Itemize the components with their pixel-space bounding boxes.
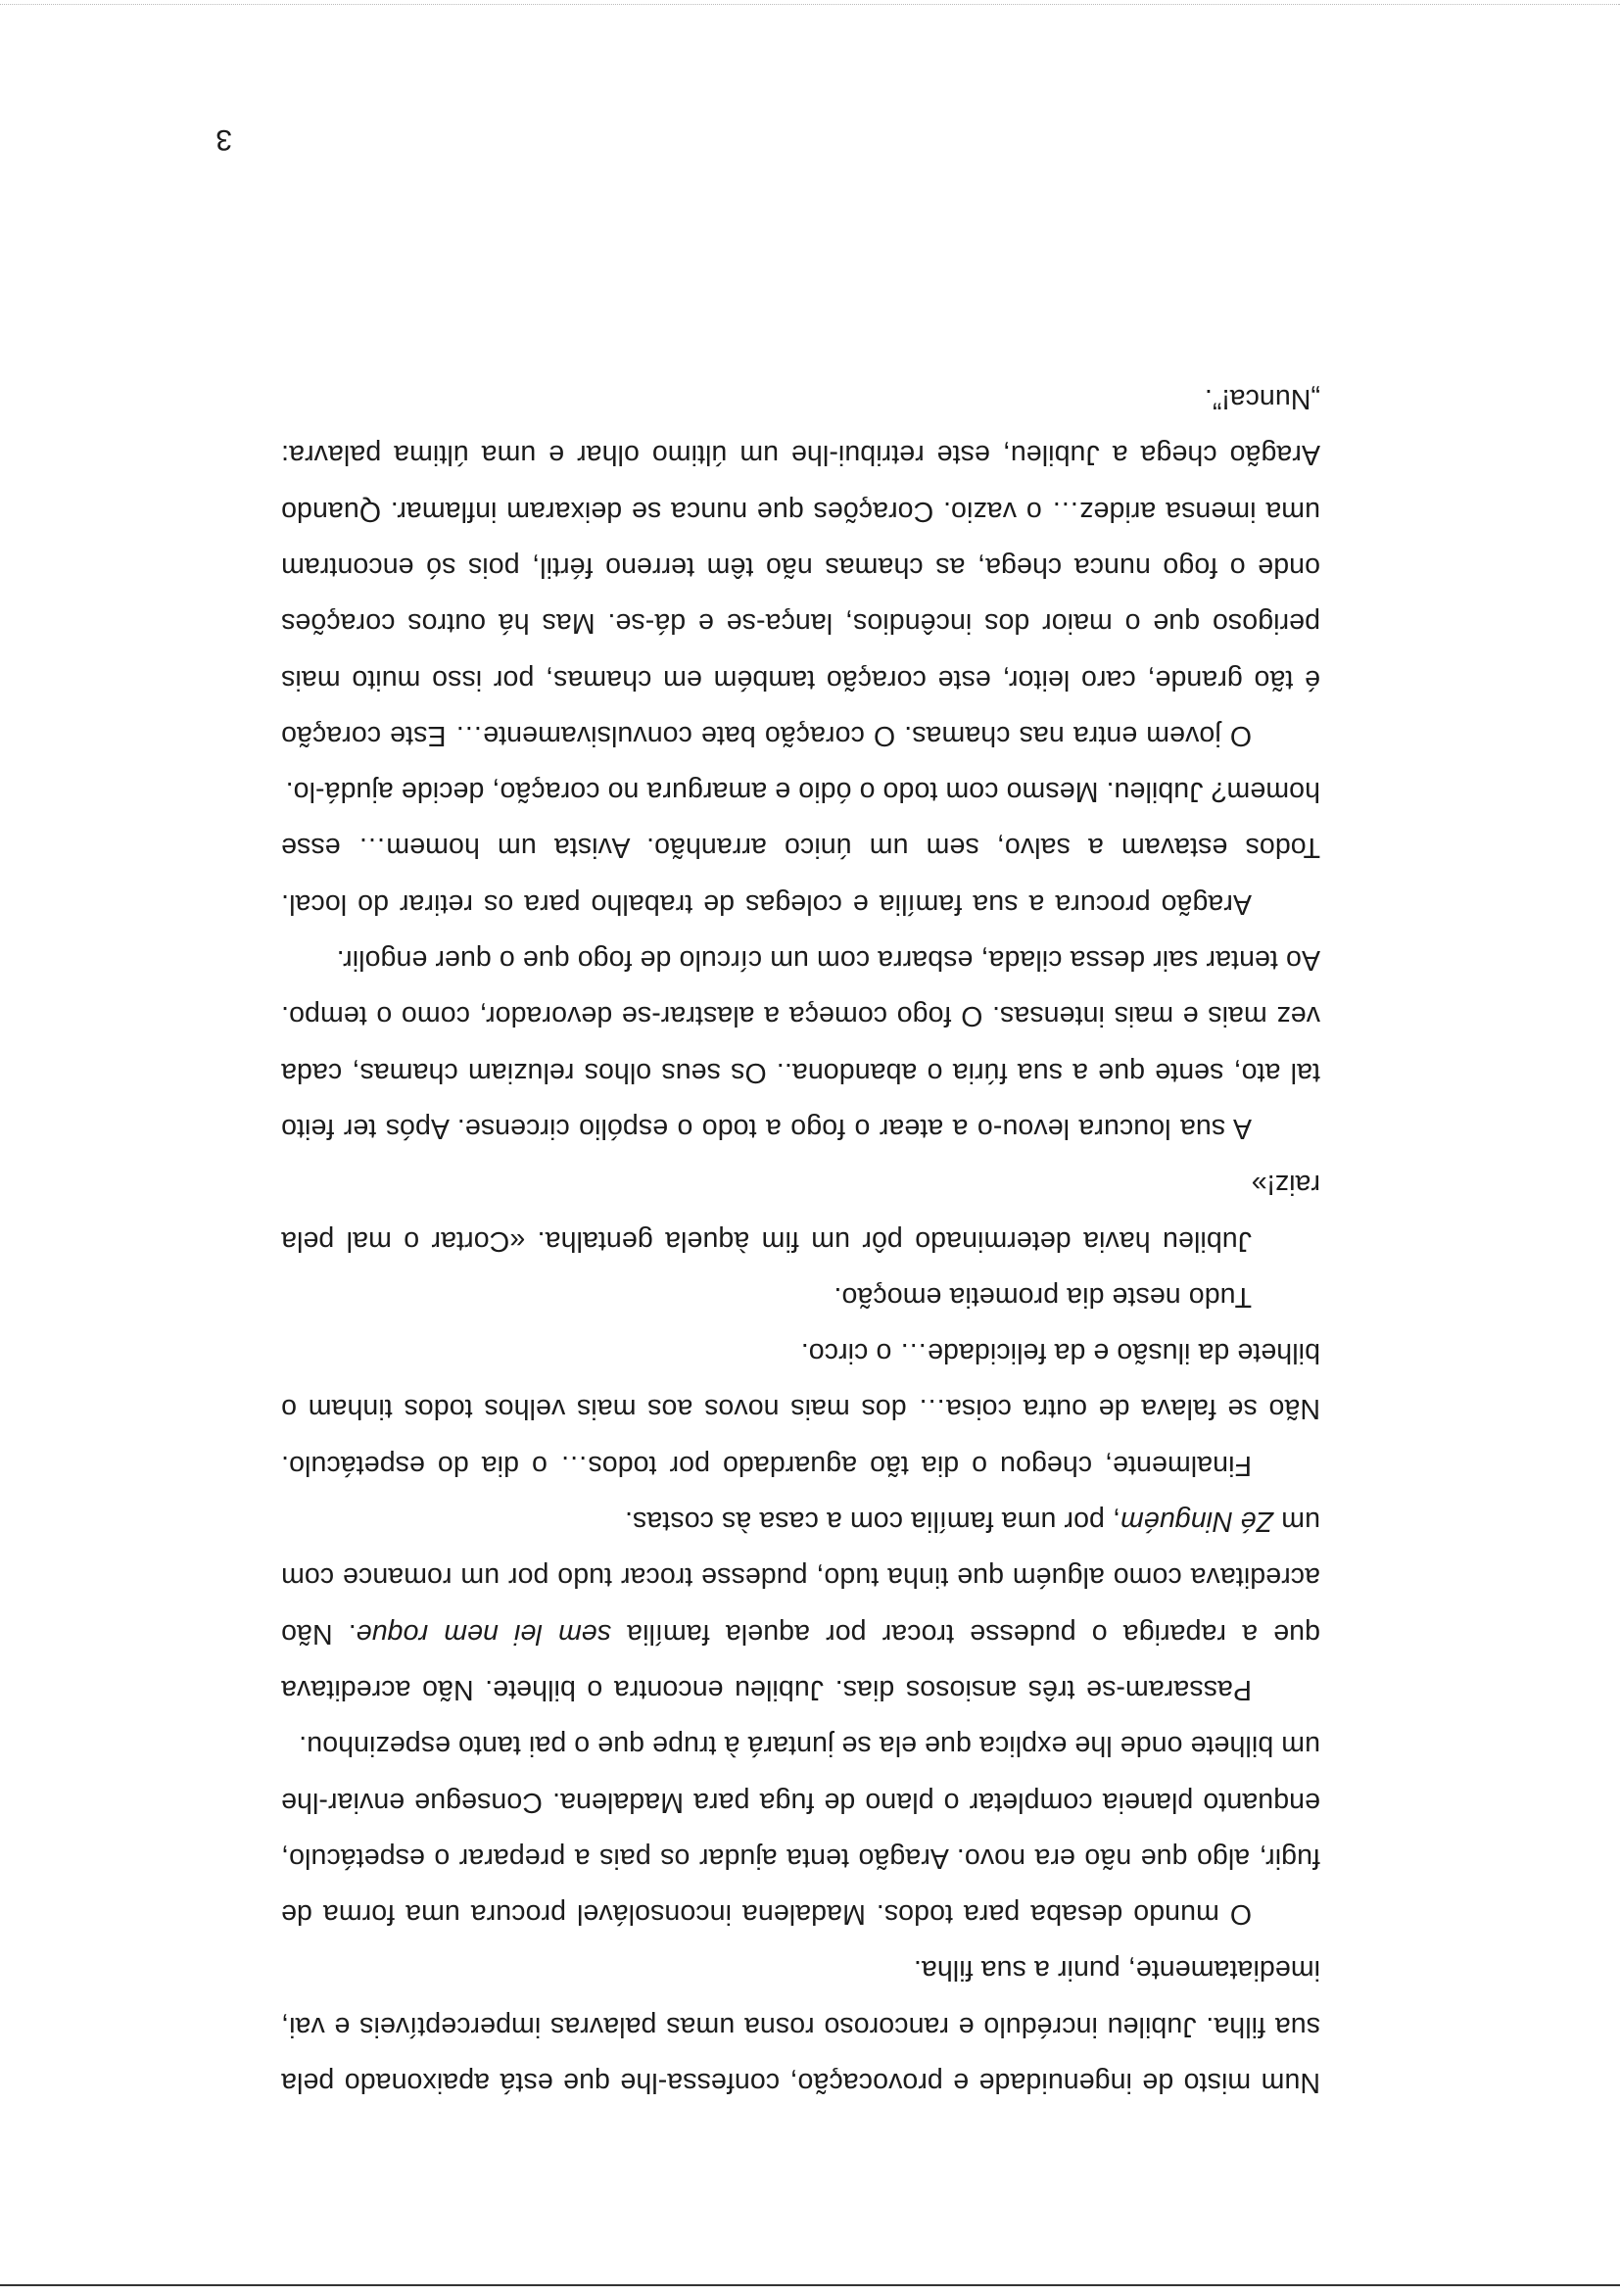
scan-edge-line	[0, 2284, 1620, 2286]
paragraph-text: Jubileu havia determinado pôr um fim àquela gentalha. «Cortar o mal pela raiz!»	[281, 1169, 1320, 1257]
paragraph-text: O mundo desaba para todos. Madalena inconsolável procura uma forma de fugir, algo que não era novo. Aragão tenta ajudar os pais a preparar o espetáculo, enquanto planeia completar o plano de fuga para Madalena. Consegue enviar-lhe um bilhete onde lhe explica que ela se juntará à trupe que o pai tanto espezinhou.	[281, 1730, 1320, 1931]
paragraph-text: . Não acreditava como alguém que tinha tudo, pudesse trocar tudo por um romance com um	[281, 1506, 1320, 1650]
paragraph-text: Finalmente, chegou o dia tão aguardado por todos… o dia do espetáculo. Não se falava de outra coisa… dos mais novos aos mais velhos todos tinham o bilhete da ilusão e da felicidade… o circo.	[281, 1337, 1320, 1481]
paragraph-text: Passaram-se três ansiosos dias. Jubileu encontra o bilhete. Não acreditava que a rapariga o pudesse trocar por aquela família	[281, 1617, 1320, 1705]
paragraph-8	[281, 763, 1320, 932]
paragraph-5	[281, 1268, 1320, 1324]
paragraph-text: , por uma família com a casa às costas.	[624, 1506, 1120, 1538]
page-number: 3	[215, 123, 232, 156]
paragraph-text: O jovem entra nas chamas. O coração bate convulsivamente… Este coração é tão grande, caro leitor, este coração também em chamas, por isso muito mais perigoso que o maior dos incêndios, lança-se e dá-se. Mas há outros corações onde o fogo nunca chega, as chamas não têm terreno fértil, pois só encontram uma imensa aridez… o vazio. Corações que nunca se deixaram inflamar. Quando Aragão chega a Jubileu, este retribui-lhe um último olhar e uma última palavra: „Nunca!”.	[281, 383, 1320, 751]
paragraph-text: Tudo neste dia prometia emoção.	[834, 1280, 1252, 1313]
paragraph-9	[281, 370, 1320, 763]
paragraph-text: Aragão procura a sua família e colegas de trabalho para os retirar do local. Todos estavam a salvo, sem um único arranhão. Avista um homem… esse homem? Jubileu. Mesmo com todo o ódio e amargura no coração, decide ajudá-lo.	[281, 776, 1320, 920]
paragraph-4	[281, 1324, 1320, 1493]
paragraph-text: Num misto de ingenuidade e provocação, confessa-lhe que está apaixonado pela sua filha. Jubileu incrédulo e rancoroso rosna umas palavras imperceptíveis e vai, imediatamente, punir a sua filha.	[281, 1954, 1320, 2098]
paragraph-text: A sua loucura levou-o a atear o fogo a todo o espólio circense. Após ter feito tal ato, sente que a sua fúria o abandona.. Os seus olhos reluziam chamas, cada vez mais e mais intensas. O fogo começa a alastrar-se devorador, como o tempo. Ao tentar sair dessa cilada, esbarra com um círculo de fogo que o quer engolir.	[281, 944, 1320, 1144]
paragraph-7	[281, 932, 1320, 1156]
paragraph-3	[281, 1493, 1320, 1717]
italic-phrase: Zé Ninguém	[1120, 1506, 1274, 1538]
paragraph-1	[281, 1941, 1320, 2110]
scan-edge-speckle	[0, 4, 1620, 5]
paragraph-6	[281, 1156, 1320, 1268]
italic-phrase: sem lei nem roque	[356, 1617, 611, 1650]
paragraph-2	[281, 1717, 1320, 1941]
story-text	[281, 370, 1320, 2110]
